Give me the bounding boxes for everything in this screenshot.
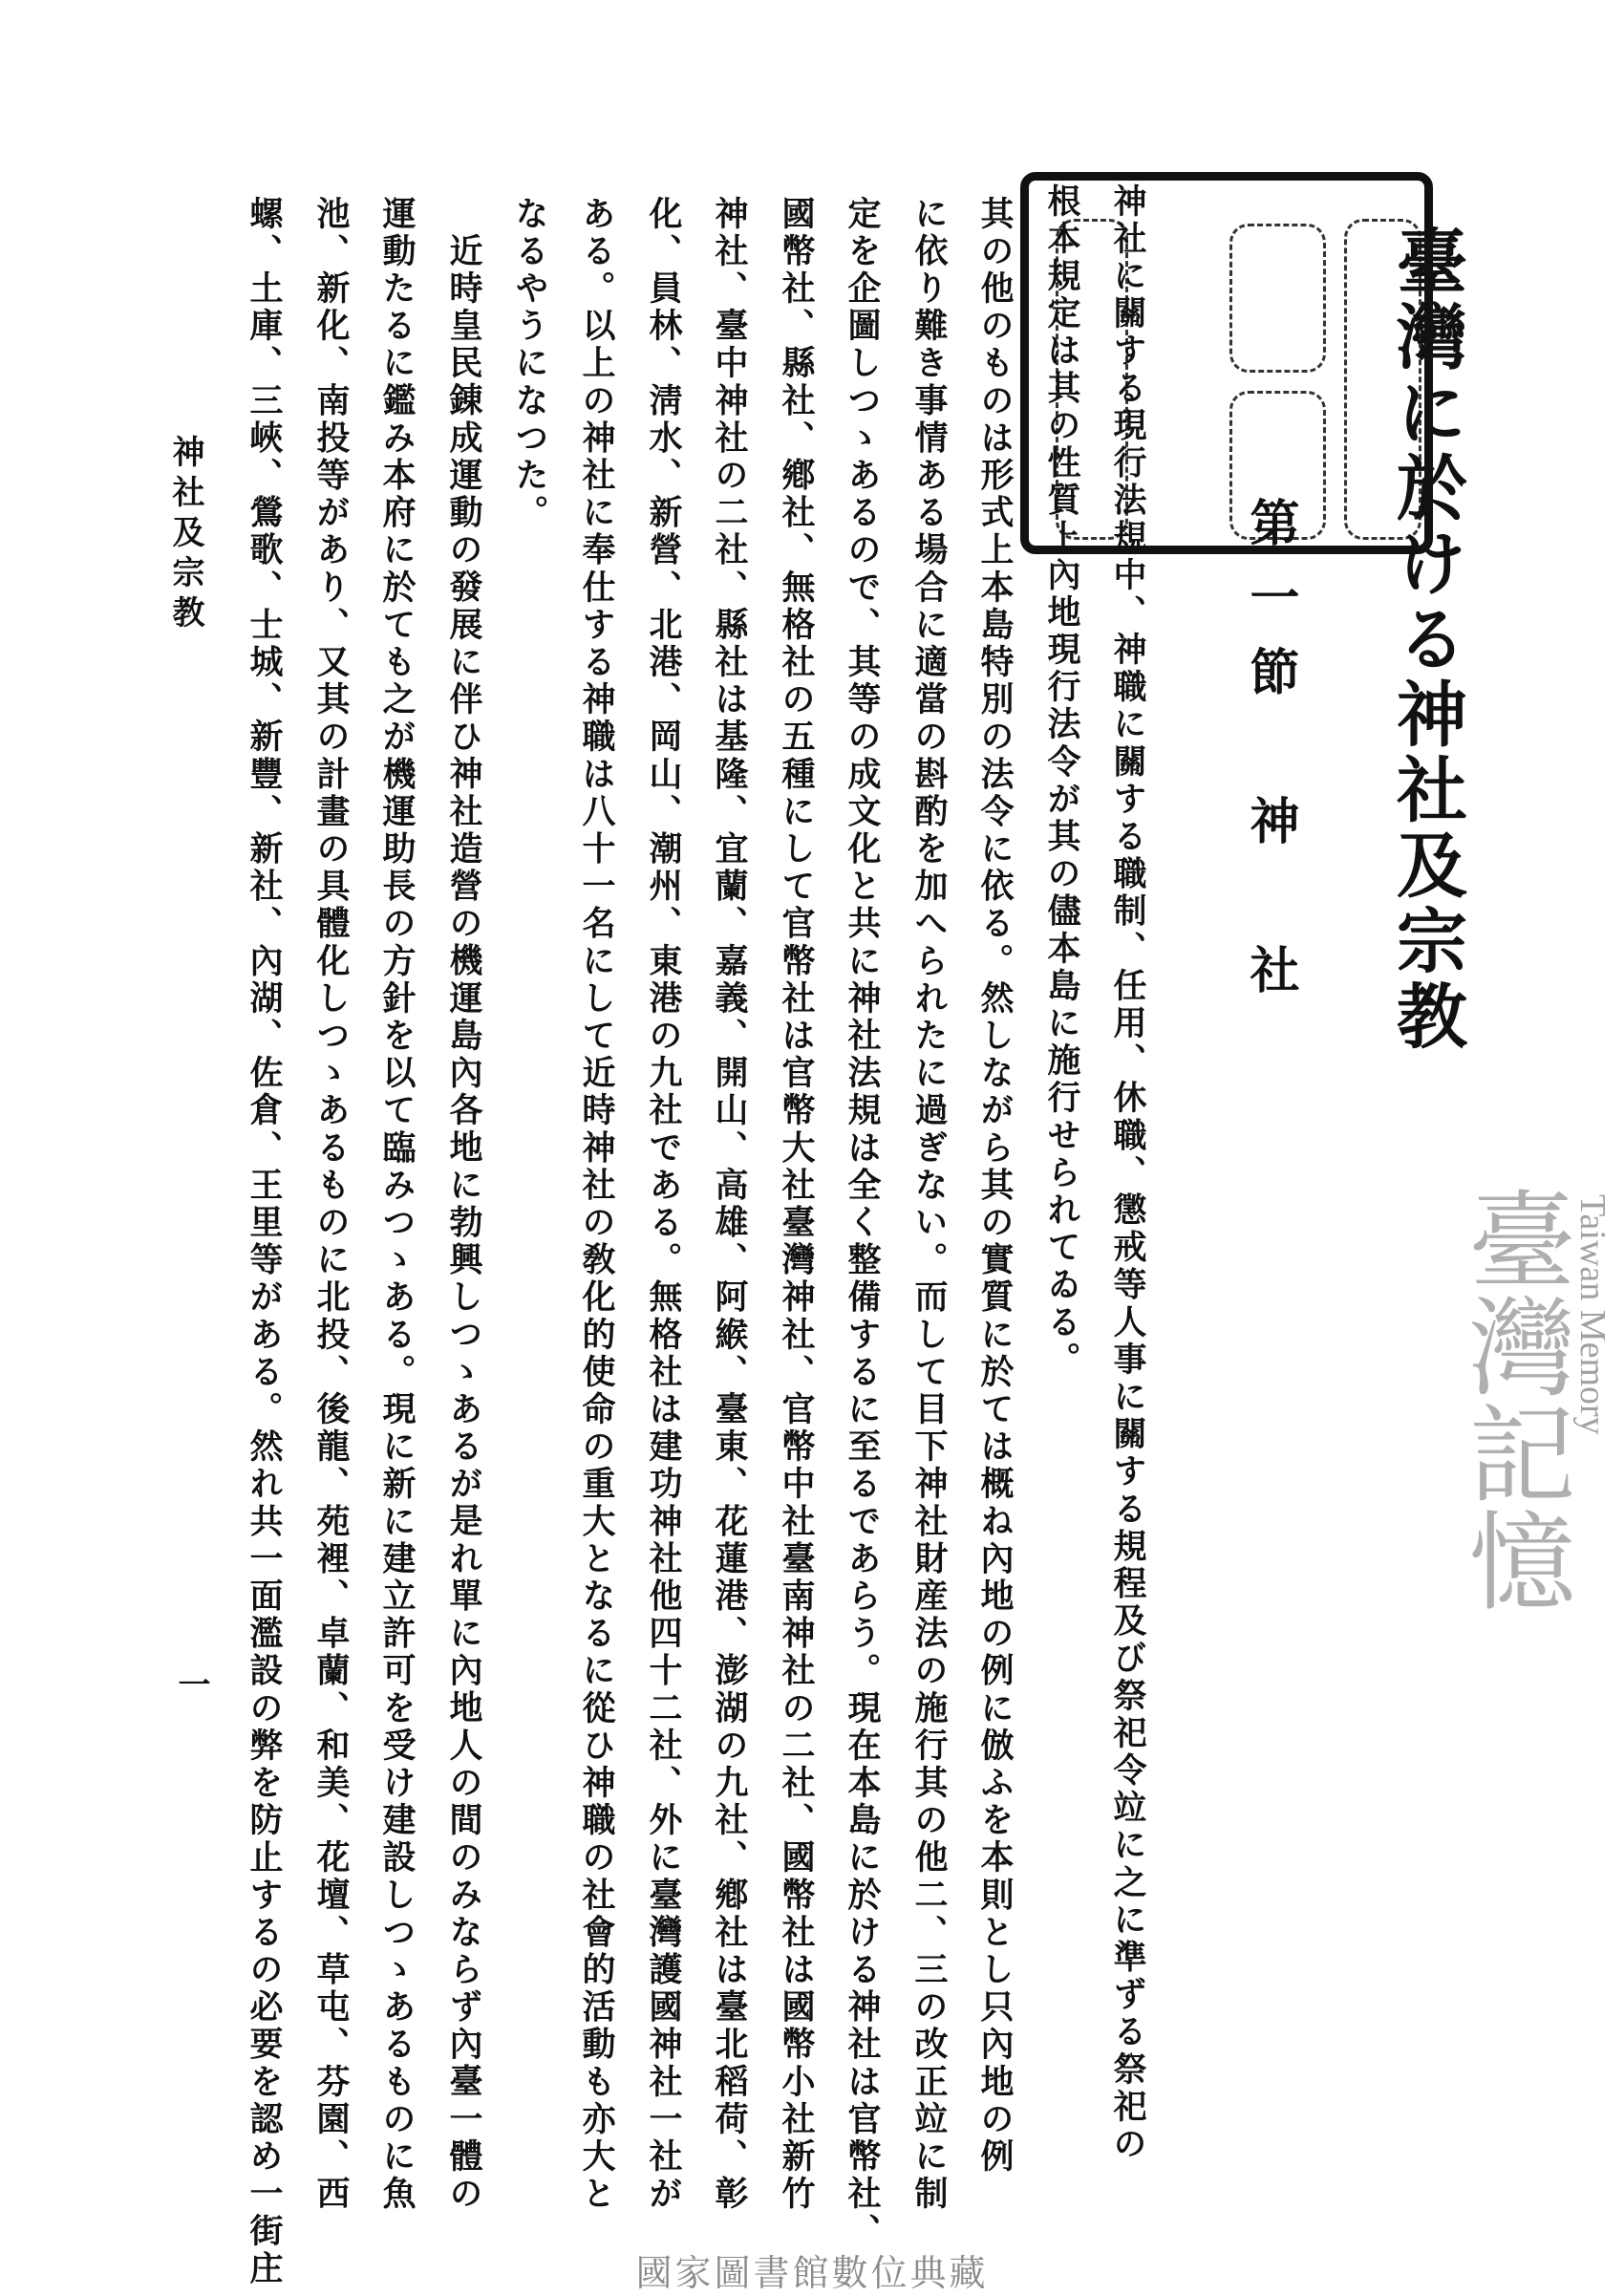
body-line: 神社に關する現行法規中、神職に關する職制、任用、休職、懲戒等人事に關する規程及び祭祀令竝に之に準ずる祭祀の — [1108, 183, 1147, 2164]
body-line: 螺、土庫、三峽、鶯歌、士城、新豐、新社、內湖、佐倉、王里等がある。然れ共一面濫設の弊を防止するの必要を認め一街庄 — [245, 196, 284, 2288]
body-line: 根本規定は其の性質上內地現行法令が其の儘本島に施行せられてゐる。 — [1042, 183, 1081, 1380]
body-line: 近時皇民錬成運動の發展に伴ひ神社造營の機運島內各地に勃興しつゝあるが是れ單に內地人の間のみならず內臺一體の — [444, 233, 483, 2214]
body-line: 神社、臺中神社の二社、縣社は基隆、宜蘭、嘉義、開山、高雄、阿緱、臺東、花蓮港、澎湖の九社、鄕社は臺北稻荷、彰 — [710, 196, 749, 2214]
watermark-logo-en: Taiwan Memory — [1572, 1194, 1613, 1435]
body-line: 化、員林、淸水、新營、北港、岡山、潮州、東港の九社である。無格社は建功神社他四十二社、外に臺灣護國神社一社が — [644, 196, 683, 2214]
body-line: 運動たるに鑑み本府に於ても之が機運助長の方針を以て臨みつゝある。現に新に建立許可を受け建設しつゝあるものに魚 — [377, 196, 417, 2214]
body-line: 定を企圖しつゝあるので、其等の成文化と共に神社法規は全く整備するに至るであらう。現在本島に於ける神社は官幣社、 — [843, 196, 882, 2251]
body-line: なるやうになつた。 — [510, 196, 549, 532]
body-line: 國幣社、縣社、鄕社、無格社の五種にして官幣社は官幣大社臺灣神社、官幣中社臺南神社の二社、國幣社は國幣小社新竹 — [777, 196, 816, 2214]
body-line: 其の他のものは形式上本島特別の法令に依る。然しながら其の實質に於ては概ね內地の例に倣ふを本則とし只內地の例 — [975, 196, 1015, 2177]
body-line: に依り難き事情ある場合に適當の斟酌を加へられたに過ぎない。而して目下神社財産法の施行其の他二、三の改正竝に制 — [909, 196, 949, 2214]
chapter-title: 臺灣に於ける神社及宗教 — [1385, 225, 1467, 1055]
running-header: 神社及宗教 — [166, 435, 204, 635]
page-number: 一 — [172, 1667, 210, 1700]
section-heading: 第一節 神 社 — [1241, 497, 1299, 1019]
body-line: 池、新化、南投等があり、又其の計畫の具體化しつゝあるものに北投、後龍、苑裡、卓蘭、和美、花壇、草屯、芬園、西 — [311, 196, 351, 2214]
watermark-logo: 臺灣記憶 — [1451, 1185, 1575, 1613]
body-line: ある。以上の神社に奉仕する神職は八十一名にして近時神社の敎化的使命の重大となるに從ひ神職の社會的活動も亦大と — [577, 196, 616, 2214]
footer-credit: 國家圖書館數位典藏 — [635, 2252, 989, 2294]
